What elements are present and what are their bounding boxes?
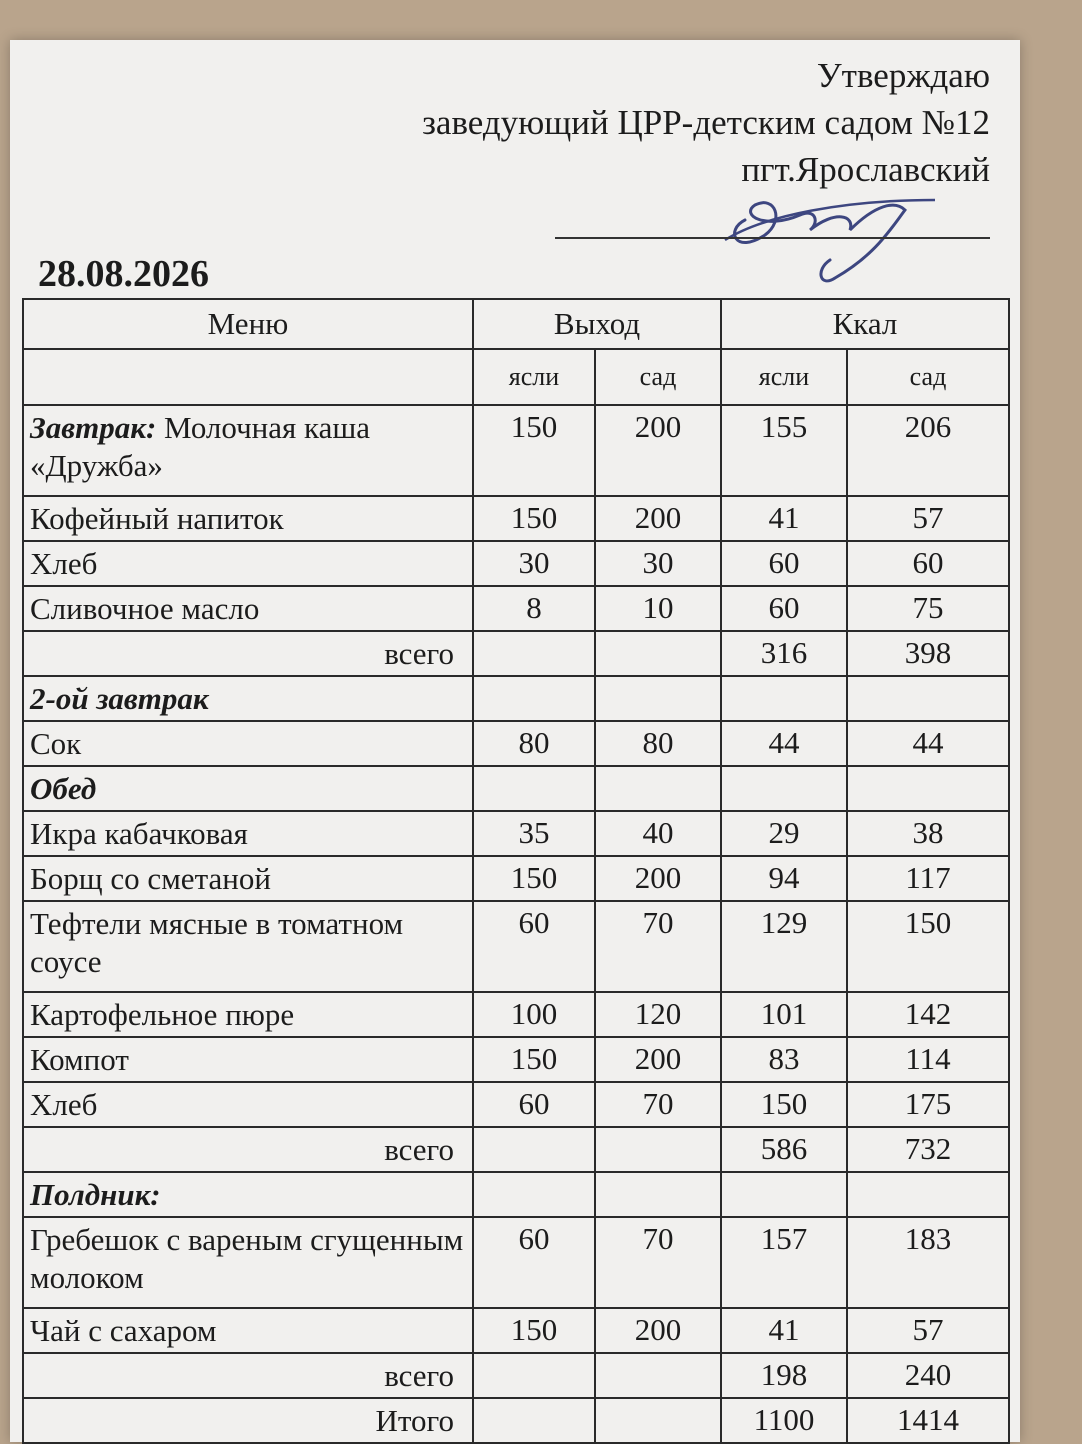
kcal-nursery: 157 xyxy=(721,1217,847,1308)
total-row xyxy=(23,631,1009,676)
approval-title: Утверждаю xyxy=(816,56,990,95)
output-nursery: 150 xyxy=(473,496,595,541)
output-nursery: 30 xyxy=(473,541,595,586)
section-breakfast: Завтрак: xyxy=(30,410,157,445)
menu-table xyxy=(22,298,1010,1444)
col-kcal-header: Ккал xyxy=(721,299,1009,349)
kcal-garden: 57 xyxy=(847,1308,1009,1353)
empty-sub-header xyxy=(23,349,473,405)
table-row xyxy=(23,1308,1009,1353)
output-nursery: 150 xyxy=(473,1308,595,1353)
kcal-garden: 206 xyxy=(847,405,1009,496)
kcal-garden: 117 xyxy=(847,856,1009,901)
output-garden: 80 xyxy=(595,721,721,766)
table-row xyxy=(23,405,1009,496)
dish-name: Икра кабачковая xyxy=(23,811,473,856)
kcal-garden: 150 xyxy=(847,901,1009,992)
output-nursery: 150 xyxy=(473,405,595,496)
kcal-nursery: 44 xyxy=(721,721,847,766)
sub-output-garden: сад xyxy=(595,349,721,405)
table-row xyxy=(23,1037,1009,1082)
output-nursery: 150 xyxy=(473,1037,595,1082)
approval-location: пгт.Ярославский xyxy=(741,150,990,189)
output-garden: 120 xyxy=(595,992,721,1037)
total-kcal-garden: 398 xyxy=(847,631,1009,676)
total-kcal-nursery: 586 xyxy=(721,1127,847,1172)
output-nursery: 150 xyxy=(473,856,595,901)
section-row xyxy=(23,1172,1009,1217)
table-row xyxy=(23,901,1009,992)
dish-name: Чай с сахаром xyxy=(23,1308,473,1353)
dish-name: Сливочное масло xyxy=(23,586,473,631)
output-garden: 70 xyxy=(595,901,721,992)
table-row xyxy=(23,856,1009,901)
kcal-garden: 60 xyxy=(847,541,1009,586)
kcal-nursery: 83 xyxy=(721,1037,847,1082)
table-row xyxy=(23,1082,1009,1127)
grand-total-kcal-nursery: 1100 xyxy=(721,1398,847,1443)
dish-name: Тефтели мясные в томатном соусе xyxy=(23,901,473,992)
kcal-nursery: 60 xyxy=(721,541,847,586)
kcal-nursery: 94 xyxy=(721,856,847,901)
signature-icon xyxy=(705,160,945,290)
output-nursery: 60 xyxy=(473,1082,595,1127)
output-garden: 70 xyxy=(595,1082,721,1127)
section-row xyxy=(23,676,1009,721)
grand-total-row xyxy=(23,1398,1009,1443)
output-garden: 40 xyxy=(595,811,721,856)
total-label: всего xyxy=(23,631,473,676)
dish-name: Борщ со сметаной xyxy=(23,856,473,901)
total-kcal-nursery: 316 xyxy=(721,631,847,676)
col-menu-header: Меню xyxy=(23,299,473,349)
kcal-garden: 75 xyxy=(847,586,1009,631)
dish-name: Сок xyxy=(23,721,473,766)
dish-name: Хлеб xyxy=(23,1082,473,1127)
approval-position: заведующий ЦРР-детским садом №12 xyxy=(422,103,990,142)
output-nursery: 35 xyxy=(473,811,595,856)
sub-kcal-nursery: ясли xyxy=(721,349,847,405)
output-nursery: 80 xyxy=(473,721,595,766)
kcal-nursery: 60 xyxy=(721,586,847,631)
kcal-nursery: 41 xyxy=(721,496,847,541)
kcal-garden: 44 xyxy=(847,721,1009,766)
kcal-garden: 57 xyxy=(847,496,1009,541)
total-kcal-garden: 240 xyxy=(847,1353,1009,1398)
output-garden: 70 xyxy=(595,1217,721,1308)
output-garden: 200 xyxy=(595,856,721,901)
section-snack: Полдник: xyxy=(23,1172,473,1217)
total-label: всего xyxy=(23,1127,473,1172)
kcal-garden: 183 xyxy=(847,1217,1009,1308)
total-row xyxy=(23,1353,1009,1398)
dish-name: Картофельное пюре xyxy=(23,992,473,1037)
total-row xyxy=(23,1127,1009,1172)
table-row xyxy=(23,1217,1009,1308)
section-row xyxy=(23,766,1009,811)
dish-name: Хлеб xyxy=(23,541,473,586)
col-output-header: Выход xyxy=(473,299,721,349)
output-garden: 200 xyxy=(595,1308,721,1353)
section-lunch: Обед xyxy=(23,766,473,811)
dish-name: Завтрак: Молочная каша «Дружба» xyxy=(23,405,473,496)
dish-name: Кофейный напиток xyxy=(23,496,473,541)
total-label: всего xyxy=(23,1353,473,1398)
kcal-nursery: 101 xyxy=(721,992,847,1037)
kcal-garden: 142 xyxy=(847,992,1009,1037)
output-nursery: 60 xyxy=(473,1217,595,1308)
output-garden: 200 xyxy=(595,405,721,496)
sub-kcal-garden: сад xyxy=(847,349,1009,405)
table-row xyxy=(23,496,1009,541)
kcal-garden: 114 xyxy=(847,1037,1009,1082)
dish-name: Компот xyxy=(23,1037,473,1082)
kcal-nursery: 29 xyxy=(721,811,847,856)
output-garden: 30 xyxy=(595,541,721,586)
output-nursery: 100 xyxy=(473,992,595,1037)
signature-line xyxy=(555,237,990,239)
kcal-nursery: 41 xyxy=(721,1308,847,1353)
kcal-nursery: 150 xyxy=(721,1082,847,1127)
output-garden: 200 xyxy=(595,1037,721,1082)
total-kcal-nursery: 198 xyxy=(721,1353,847,1398)
dish-name: Гребешок с вареным сгущенным молоком xyxy=(23,1217,473,1308)
grand-total-kcal-garden: 1414 xyxy=(847,1398,1009,1443)
output-garden: 10 xyxy=(595,586,721,631)
kcal-nursery: 129 xyxy=(721,901,847,992)
section-second-breakfast: 2-ой завтрак xyxy=(23,676,473,721)
sub-output-nursery: ясли xyxy=(473,349,595,405)
table-row xyxy=(23,541,1009,586)
menu-date: 28.08.2026 xyxy=(38,253,209,295)
output-nursery: 60 xyxy=(473,901,595,992)
kcal-nursery: 155 xyxy=(721,405,847,496)
grand-total-label: Итого xyxy=(23,1398,473,1443)
output-nursery: 8 xyxy=(473,586,595,631)
output-garden: 200 xyxy=(595,496,721,541)
table-row xyxy=(23,992,1009,1037)
kcal-garden: 38 xyxy=(847,811,1009,856)
total-kcal-garden: 732 xyxy=(847,1127,1009,1172)
table-row xyxy=(23,586,1009,631)
table-row xyxy=(23,811,1009,856)
table-row xyxy=(23,721,1009,766)
kcal-garden: 175 xyxy=(847,1082,1009,1127)
